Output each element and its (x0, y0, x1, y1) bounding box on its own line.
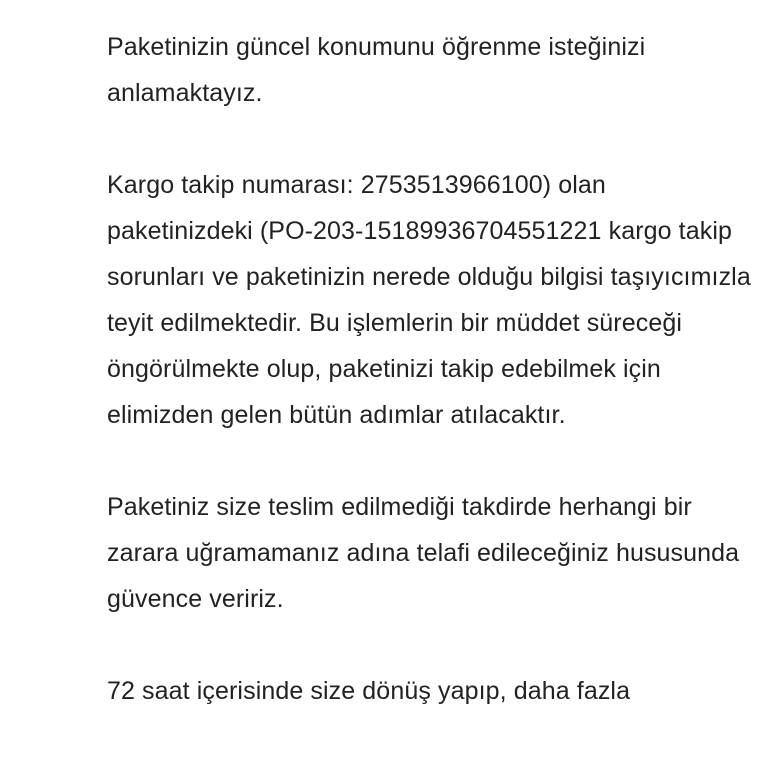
message-body (107, 24, 755, 760)
message-paragraph-followup: 72 saat içerisinde size dönüş yapıp, daha fazla (107, 677, 631, 705)
message-paragraph-intro: Paketinizin güncel konumunu öğrenme isteğinizi anlamaktayız. (107, 33, 646, 107)
message-paragraph-compensation: Paketiniz size teslim edilmediği takdirde herhangi bir zarara uğramamanız adına telafi edileceğiniz hususunda güvence veririz. (107, 493, 740, 613)
message-paragraph-tracking: Kargo takip numarası: 2753513966100) olan paketinizdeki (PO-203-15189936704551221 kargo takip sorunları ve paketinizin nerede olduğu bilgisi taşıyıcımızla teyit edilmektedir. Bu işlemlerin bir müddet süreceği öngörülmekte olup, paketinizi takip edebilmek için elimizden gelen bütün adımlar atılacaktır. (107, 171, 751, 429)
